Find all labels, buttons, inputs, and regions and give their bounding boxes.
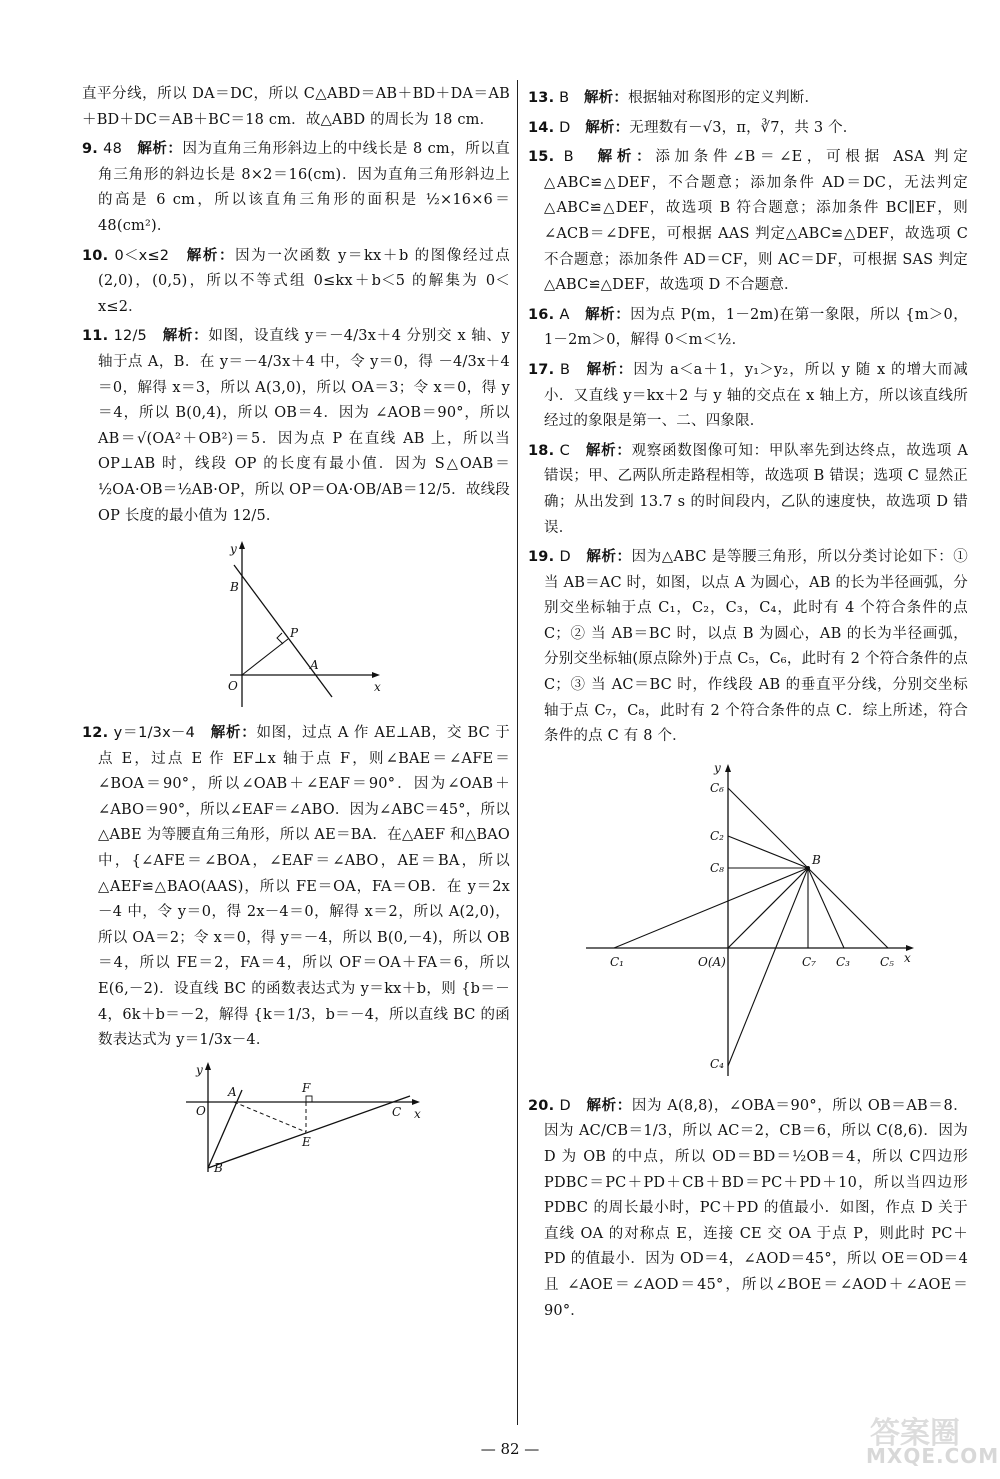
item-answer: y＝1/3x－4 <box>113 725 196 742</box>
answer-item-11 <box>82 324 510 529</box>
analysis-label: 解析： <box>210 725 257 742</box>
item-answer: B <box>559 361 571 378</box>
point-F: F <box>302 1080 311 1095</box>
item-answer: 48 <box>103 141 122 158</box>
analysis-label: 解析： <box>586 1097 632 1114</box>
answer-item-17 <box>528 358 968 435</box>
point-A: A <box>228 1084 237 1099</box>
axis-x-label: x <box>414 1106 421 1121</box>
item-number: 13. <box>528 90 555 106</box>
point-C6: C₆ <box>710 780 724 795</box>
answer-item-16 <box>528 303 968 354</box>
point-E: E <box>302 1134 311 1149</box>
point-O: O <box>196 1103 206 1118</box>
continuation-text: 直平分线，所以 DA＝DC，所以 C△ABD＝AB＋BD＋DA＝AB＋BD＋DC＝AB＋BC＝18 cm．故△ABD 的周长为 18 cm． <box>82 86 510 128</box>
analysis-text: 因为 a＜a＋1，y₁＞y₂，所以 y 随 x 的增大而减小．又直线 y＝kx＋2 与 y 轴的交点在 x 轴上方，所以该直线所经过的象限是第一、二、四象限． <box>544 361 968 430</box>
axis-y-label: y <box>230 542 237 557</box>
analysis-label: 解析： <box>586 549 632 566</box>
point-A: A <box>310 658 319 673</box>
answer-item-20 <box>528 1094 968 1324</box>
analysis-label: 解析： <box>137 141 183 158</box>
answer-item-10 <box>82 244 510 321</box>
analysis-text: 根据轴对称图形的定义判断． <box>628 90 820 106</box>
analysis-label: 解析： <box>162 328 209 345</box>
item-answer: 12/5 <box>113 328 147 345</box>
analysis-text: 因为点 P(m，1－2m)在第一象限，所以 {m＞0，1－2m＞0，解得 0＜m＜½． <box>544 306 968 349</box>
analysis-label: 解析： <box>186 247 236 264</box>
point-C7: C₇ <box>802 954 816 969</box>
item-number: 10. <box>82 247 109 264</box>
item-number: 14. <box>528 119 555 136</box>
answer-item-12 <box>82 721 510 1054</box>
answer-item-14 <box>528 116 968 142</box>
figure-q19 <box>528 756 968 1088</box>
analysis-text: 如图，过点 A 作 AE⊥AB，交 BC 于点 E，过点 E 作 EF⊥x 轴于点 F，则∠BAE＝∠AFE＝∠BOA＝90°，所以∠OAB＋∠EAF＝90°．因为∠OAB＋∠ABO＝90°，所以∠EAF＝∠ABO．因为∠ABC＝45°，所以△ABE 为等腰直角三角形，所以 AE＝BA．在△AEF 和△BAO 中，{∠AFE＝∠BOA，∠EAF＝∠ABO，AE＝BA，所以△AEF≌△BAO(AAS)，所以 FE＝OA，FA＝OB．在 y＝2x－4 中，令 y＝0，得 2x－4＝0，解得 x＝2，所以 A(2,0)，所以 OA＝2；令 x＝0，得 y＝－4，所以 B(0,－4)，所以 OB＝4，所以 FE＝2，FA＝4，所以 OF＝OA＋FA＝6，所以 E(6,－2)．设直线 BC 的函数表达式为 y＝kx＋b，则 {b＝－4，6k＋b＝－2，解得 {k＝1/3，b＝－4，所以直线 BC 的函数表达式为 y＝1/3x－4． <box>98 725 511 1049</box>
answer-item-9 <box>82 137 510 239</box>
right-column <box>528 82 968 1324</box>
point-P: P <box>290 626 299 641</box>
analysis-text: 观察函数图像可知：甲队率先到达终点，故选项 A 错误；甲、乙两队所走路程相等，故选项 B 错误；选项 C 显然正确；从出发到 13.7 s 的时间段内，乙队的速度快，故选项 D 错误． <box>544 442 968 536</box>
analysis-label: 解析： <box>585 442 632 459</box>
item-answer: D <box>559 1097 571 1114</box>
analysis-text: 无理数有－√3，π，∛7，共 3 个． <box>629 119 858 136</box>
item-number: 16. <box>528 306 555 323</box>
item-number: 15. <box>528 149 555 166</box>
left-column <box>82 82 510 1184</box>
point-C5: C₅ <box>880 954 894 969</box>
answer-item-19 <box>528 545 968 750</box>
answer-item-13 <box>528 86 968 112</box>
item-number: 12. <box>82 725 109 742</box>
watermark <box>852 1410 1000 1470</box>
item-number: 17. <box>528 361 555 378</box>
axis-y-label: y <box>714 760 721 775</box>
point-O: O <box>228 679 238 694</box>
column-divider <box>517 80 518 1425</box>
point-C: C <box>392 1104 402 1119</box>
item-answer: D <box>559 119 571 136</box>
item-number: 11. <box>82 328 109 345</box>
point-C4: C₄ <box>710 1056 724 1071</box>
analysis-text: 因为△ABC 是等腰三角形，所以分类讨论如下：① 当 AB＝AC 时，如图，以点 A 为圆心，AB 的长为半径画弧，分别交坐标轴于点 C₁，C₂，C₃，C₄，此时有 4 个符合条件的点 C；② 当 AB＝BC 时，以点 B 为圆心，AB 的长为半径画弧，分别交坐标轴(原点除外)于点 C₅，C₆，此时有 2 个符合条件的点 C；③ 当 AC＝BC 时，作线段 AB 的垂直平分线，分别交坐标轴于点 C₇，C₈，此时有 2 个符合条件的点 C．综上所述，符合条件的点 C 有 8 个． <box>544 549 968 745</box>
figure-q12 <box>82 1060 510 1178</box>
item-answer: B <box>563 149 574 166</box>
point-C3: C₃ <box>836 954 850 969</box>
answer-item-15 <box>528 145 968 299</box>
analysis-text: 添加条件∠B＝∠E，可根据 ASA 判定△ABC≌△DEF，不合题意；添加条件 AD＝DC，无法判定△ABC≌△DEF，故选项 B 符合题意；添加条件 BC∥EF，则∠ACB＝∠DFE，可根据 AAS 判定△ABC≌△DEF，故选项 C 不合题意；添加条件 AD＝CF，则 AC＝DF，可根据 SAS 判定△ABC≌△DEF，故选项 D 不合题意． <box>544 149 968 294</box>
item-number: 9. <box>82 141 98 158</box>
axis-y-label: y <box>196 1062 203 1077</box>
analysis-label: 解析： <box>597 149 656 166</box>
analysis-text: 因为 A(8,8)，∠OBA＝90°，所以 OB＝AB＝8．因为 AC/CB＝1/3，所以 AC＝2，CB＝6，所以 C(8,6)．因为 D 为 OB 的中点，所以 OD＝BD＝½OB＝4，所以 C四边形PDBC＝PC＋PD＋CB＋BD＝PC＋PD＋10，所以当四边形 PDBC 的周长最小时，PC＋PD 的值最小．如图，作点 D 关于直线 OA 的对称点 E，连接 CE 交 OA 于点 P，则此时 PC＋PD 的值最小．因为 OD＝4，∠AOD＝45°，所以 OE＝OD＝4 且 ∠AOE＝∠AOD＝45°，所以∠BOE＝∠AOD＋∠AOE＝90°． <box>544 1097 968 1319</box>
figure-q11 <box>82 535 510 715</box>
point-C1: C₁ <box>610 954 624 969</box>
answer-item-18 <box>528 439 968 541</box>
item-answer: 0＜x≤2 <box>114 247 170 264</box>
analysis-text: 如图，设直线 y＝－4/3x＋4 分别交 x 轴、y 轴于点 A，B．在 y＝－4/3x＋4 中，令 y＝0，得 －4/3x＋4＝0，解得 x＝3，所以 A(3,0)，所以 OA＝3；令 x＝0，得 y＝4，所以 B(0,4)，所以 OB＝4．因为 ∠AOB＝90°，所以 AB＝√(OA²＋OB²)＝5．因为点 P 在直线 AB 上，所以当 OP⊥AB 时，线段 OP 的长度有最小值．因为 S△OAB＝½OA·OB＝½AB·OP，所以 OP＝OA·OB/AB＝12/5．故线段 OP 长度的最小值为 12/5． <box>98 328 511 524</box>
analysis-label: 解析： <box>585 119 630 136</box>
analysis-text: 因为直角三角形斜边上的中线长是 8 cm，所以直角三角形的斜边长是 8×2＝16(cm)．因为直角三角形斜边上的高是 6 cm，所以该直角三角形的面积是 ½×16×6＝48(cm²)． <box>98 141 510 234</box>
point-B: B <box>230 580 239 595</box>
axis-x-label: x <box>374 680 381 695</box>
point-C8: C₈ <box>710 860 724 875</box>
page-number: — 82 — <box>480 1440 540 1458</box>
item-answer: D <box>559 549 571 566</box>
item-answer: C <box>559 442 570 459</box>
analysis-label: 解析： <box>585 306 631 323</box>
point-B: B <box>214 1160 223 1175</box>
analysis-label: 解析： <box>583 90 629 106</box>
point-B: B <box>812 852 821 867</box>
item-number: 19. <box>528 549 555 566</box>
item-answer: B <box>559 90 570 106</box>
item-answer: A <box>559 306 570 323</box>
axis-x-label: x <box>904 950 911 965</box>
analysis-text: 因为一次函数 y＝kx＋b 的图像经过点(2,0)，(0,5)，所以不等式组 0≤kx＋b＜5 的解集为 0＜x≤2． <box>98 247 510 315</box>
item-number: 20. <box>528 1097 555 1114</box>
analysis-label: 解析： <box>586 361 634 378</box>
origin-label: O(A) <box>698 954 726 969</box>
watermark-site: MXQE.COM <box>866 1444 1000 1468</box>
point-C2: C₂ <box>710 828 724 843</box>
watermark-logo: 答案圈 <box>870 1416 960 1451</box>
item-number: 18. <box>528 442 555 459</box>
